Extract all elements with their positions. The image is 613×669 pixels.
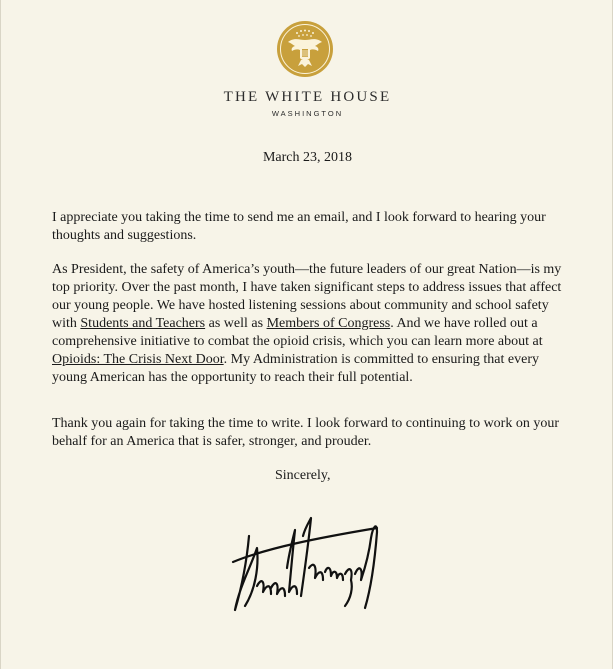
paragraph-2-text-4: . My Administration is committed to ensuring that every young American has the opportunity to reach their full potential.	[52, 352, 539, 385]
paragraph-2-text-1: As President, the safety of America’s youth—the future leaders of our great Nation—is my top priority. Over the past month, I have taken significant steps to address issues that affect our young people. We have hosted listening sessions about community and school safety with	[52, 262, 562, 331]
closing: Sincerely,	[275, 468, 331, 483]
letter-date: March 23, 2018	[262, 150, 353, 165]
paragraph-2-text-2: as well as	[205, 316, 267, 331]
paragraph-2-text-3: . And we have rolled out a comprehensive initiative to combat the opioid crisis, which you can learn more about at	[52, 316, 543, 349]
opioids-crisis-link[interactable]: Opioids: The Crisis Next Door	[52, 352, 224, 367]
presidential-seal-icon	[276, 20, 334, 78]
paragraph-3: Thank you again for taking the time to write. I look forward to continuing to work on your behalf for an America that is safer, stronger, and prouder.	[52, 416, 560, 449]
letterhead-title: THE WHITE HOUSE	[223, 89, 392, 105]
paragraph-1: I appreciate you taking the time to send me an email, and I look forward to hearing your thoughts and suggestions.	[52, 210, 546, 243]
letterhead-subtitle: WASHINGTON	[271, 109, 344, 118]
signature-image	[227, 508, 387, 618]
members-of-congress-link[interactable]: Members of Congress	[266, 316, 391, 331]
students-teachers-link[interactable]: Students and Teachers	[80, 316, 206, 331]
paragraph-2	[52, 261, 572, 387]
